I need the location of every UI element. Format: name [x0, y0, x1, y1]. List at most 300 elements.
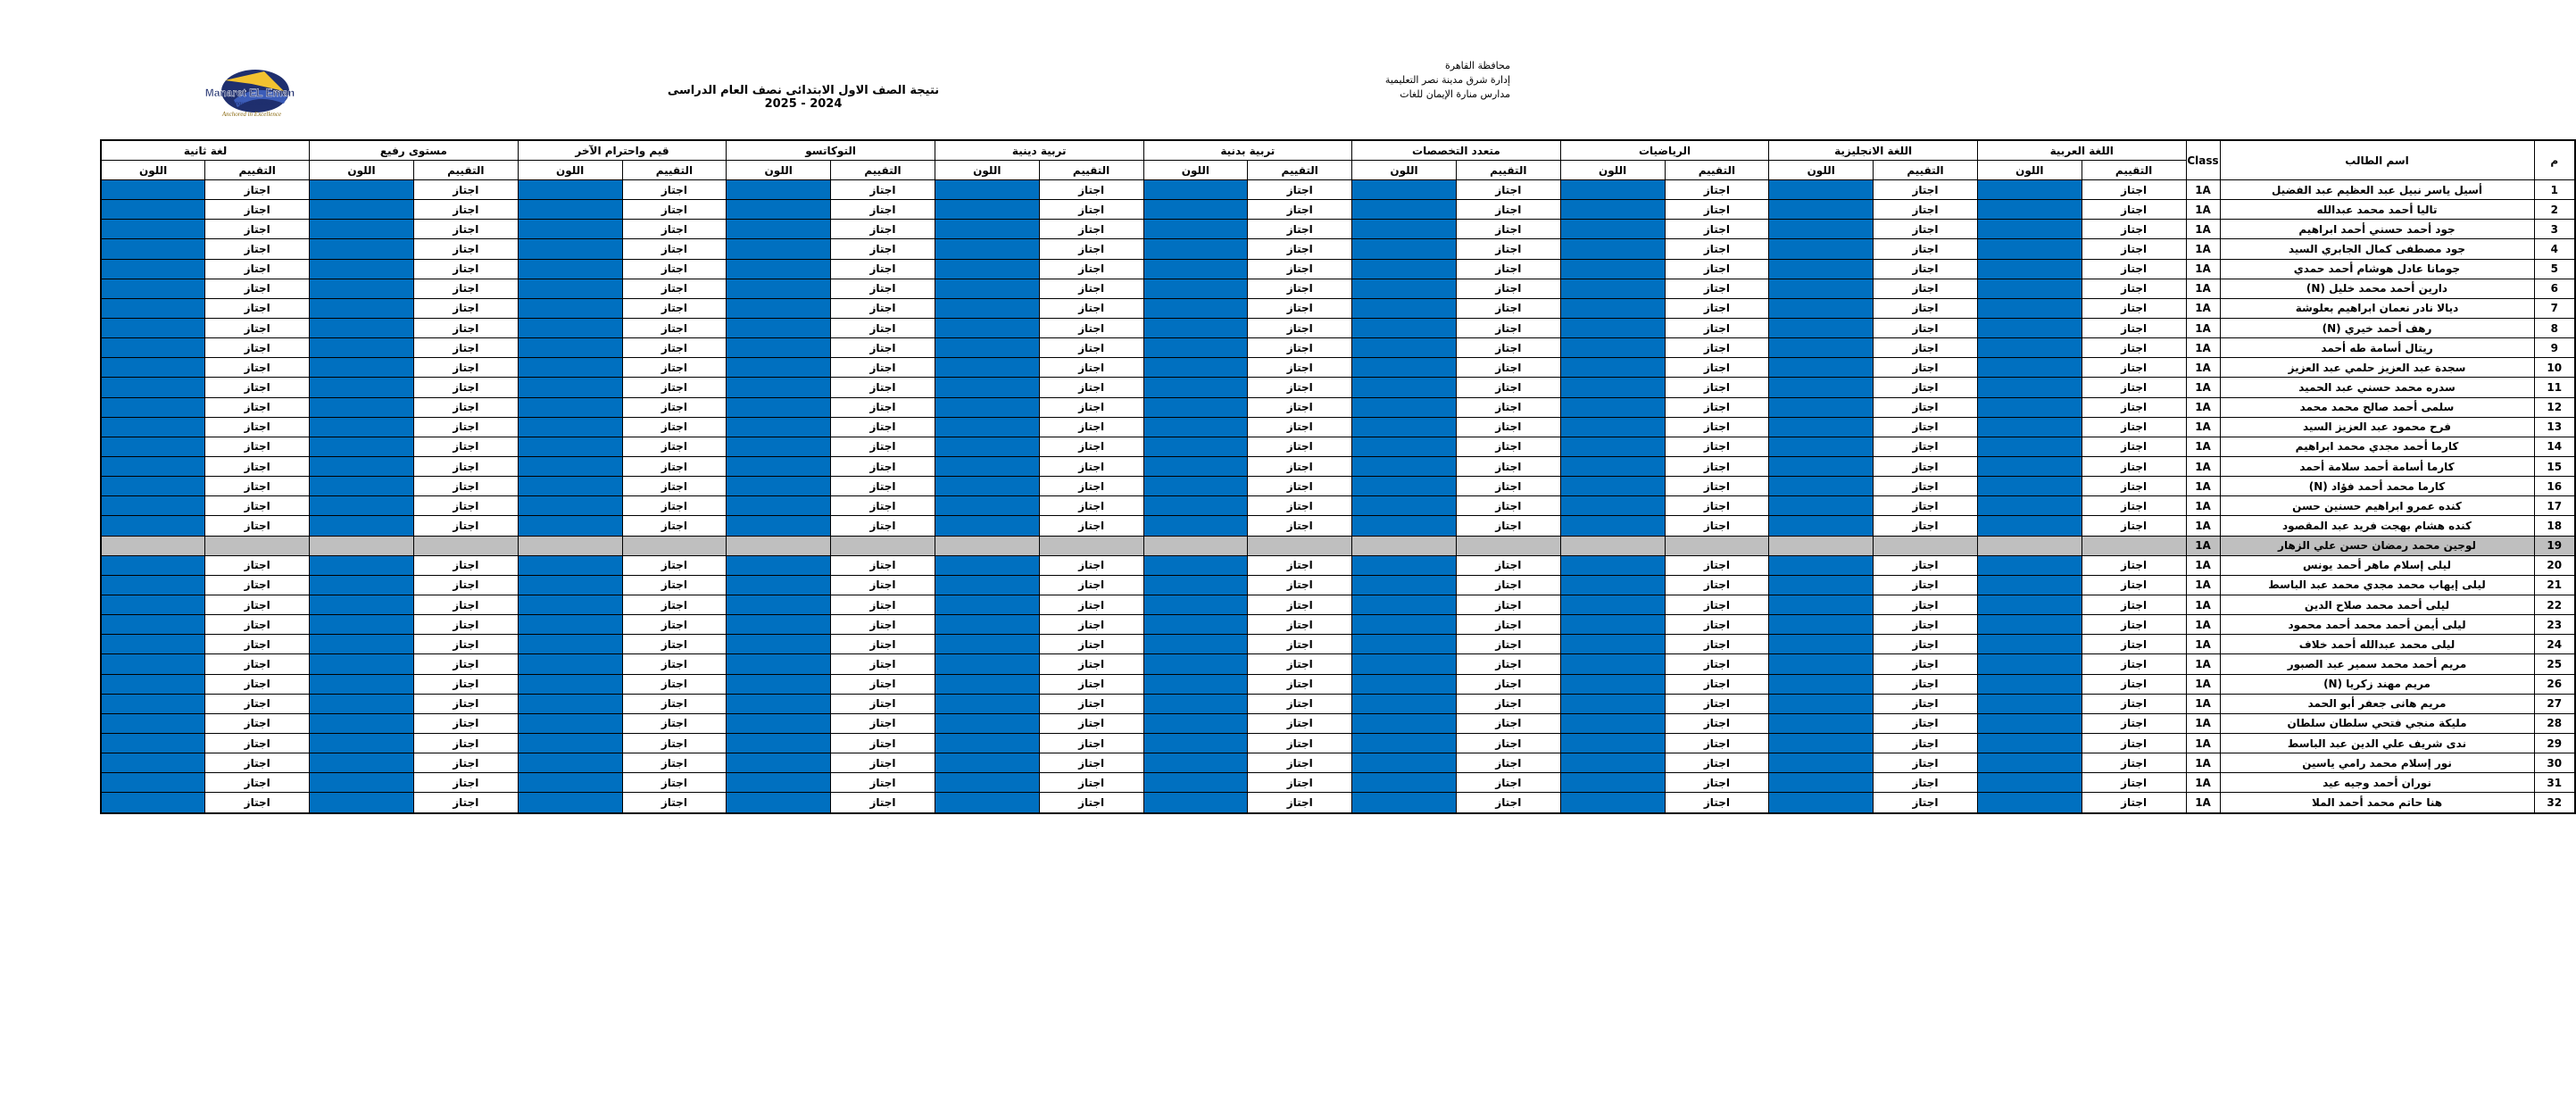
- evaluation-cell: اجتاز: [205, 477, 310, 496]
- color-cell: [518, 793, 622, 813]
- color-cell: [727, 220, 831, 239]
- color-cell: [518, 654, 622, 674]
- evaluation-cell: اجتاز: [622, 239, 727, 259]
- student-row: [101, 338, 2575, 358]
- evaluation-cell: اجتاز: [413, 516, 518, 536]
- color-cell: [1352, 318, 1457, 337]
- color-cell: [1769, 733, 1874, 753]
- evaluation-cell: اجتاز: [1248, 713, 1352, 733]
- evaluation-cell: اجتاز: [1248, 259, 1352, 279]
- color-cell: [1560, 496, 1665, 516]
- evaluation-cell: اجتاز: [1665, 694, 1769, 713]
- color-cell: [727, 793, 831, 813]
- evaluation-cell: اجتاز: [413, 555, 518, 575]
- row-number: 3: [2534, 220, 2575, 239]
- color-cell: [1977, 615, 2082, 635]
- evaluation-subheader: التقييم: [1039, 161, 1143, 180]
- color-cell: [935, 575, 1039, 595]
- color-cell: [1560, 338, 1665, 358]
- evaluation-cell: اجتاز: [413, 239, 518, 259]
- evaluation-cell: اجتاز: [2082, 654, 2186, 674]
- color-cell: [1977, 575, 2082, 595]
- student-name: نوران أحمد وجيه عيد: [2220, 773, 2534, 793]
- evaluation-cell: اجتاز: [831, 733, 935, 753]
- color-cell: [935, 694, 1039, 713]
- evaluation-cell: اجتاز: [413, 713, 518, 733]
- evaluation-cell: اجتاز: [1456, 793, 1560, 813]
- evaluation-cell: اجتاز: [831, 635, 935, 654]
- color-cell: [1769, 635, 1874, 654]
- evaluation-cell: اجتاز: [205, 279, 310, 298]
- color-cell: [935, 397, 1039, 417]
- subject-header: تربية بدنية: [1143, 140, 1352, 161]
- evaluation-subheader: التقييم: [831, 161, 935, 180]
- evaluation-cell: اجتاز: [622, 338, 727, 358]
- color-cell: [1143, 318, 1248, 337]
- color-subheader: اللون: [727, 161, 831, 180]
- color-cell: [1977, 595, 2082, 614]
- evaluation-cell: اجتاز: [205, 259, 310, 279]
- color-cell: [1977, 397, 2082, 417]
- evaluation-cell: اجتاز: [1665, 654, 1769, 674]
- color-cell: [1560, 397, 1665, 417]
- color-cell: [1352, 694, 1457, 713]
- color-cell: [310, 279, 414, 298]
- class-cell: 1A: [2186, 674, 2220, 694]
- evaluation-cell: اجتاز: [1248, 239, 1352, 259]
- color-cell: [518, 595, 622, 614]
- row-number: 32: [2534, 793, 2575, 813]
- class-cell: 1A: [2186, 793, 2220, 813]
- color-cell: [1769, 318, 1874, 337]
- evaluation-cell: اجتاز: [831, 279, 935, 298]
- color-cell: [1352, 674, 1457, 694]
- color-cell: [1143, 654, 1248, 674]
- evaluation-cell: اجتاز: [413, 773, 518, 793]
- evaluation-cell: اجتاز: [205, 654, 310, 674]
- evaluation-cell: اجتاز: [1039, 200, 1143, 220]
- color-cell: [1769, 753, 1874, 773]
- color-cell: [1143, 220, 1248, 239]
- row-number: 12: [2534, 397, 2575, 417]
- color-cell: [1143, 615, 1248, 635]
- class-cell: 1A: [2186, 397, 2220, 417]
- evaluation-cell: اجتاز: [831, 694, 935, 713]
- color-cell: [1769, 417, 1874, 437]
- evaluation-cell: اجتاز: [413, 694, 518, 713]
- evaluation-cell: اجتاز: [622, 298, 727, 318]
- color-cell: [310, 397, 414, 417]
- color-cell: [310, 536, 414, 555]
- evaluation-cell: اجتاز: [205, 298, 310, 318]
- evaluation-cell: اجتاز: [1248, 279, 1352, 298]
- evaluation-cell: اجتاز: [1248, 615, 1352, 635]
- evaluation-cell: اجتاز: [1874, 793, 1978, 813]
- color-cell: [727, 674, 831, 694]
- evaluation-cell: اجتاز: [205, 417, 310, 437]
- evaluation-cell: اجتاز: [2082, 318, 2186, 337]
- evaluation-cell: اجتاز: [622, 713, 727, 733]
- evaluation-cell: اجتاز: [831, 615, 935, 635]
- evaluation-cell: اجتاز: [1665, 259, 1769, 279]
- color-cell: [310, 793, 414, 813]
- color-cell: [1352, 595, 1457, 614]
- color-cell: [1143, 437, 1248, 456]
- color-cell: [1560, 220, 1665, 239]
- row-number: 26: [2534, 674, 2575, 694]
- evaluation-cell: اجتاز: [2082, 635, 2186, 654]
- evaluation-cell: اجتاز: [205, 773, 310, 793]
- color-cell: [1560, 437, 1665, 456]
- evaluation-cell: اجتاز: [2082, 397, 2186, 417]
- student-row: [101, 793, 2575, 813]
- class-cell: 1A: [2186, 753, 2220, 773]
- evaluation-cell: اجتاز: [2082, 298, 2186, 318]
- student-row: [101, 200, 2575, 220]
- color-cell: [1977, 220, 2082, 239]
- evaluation-cell: اجتاز: [2082, 733, 2186, 753]
- evaluation-cell: اجتاز: [1039, 279, 1143, 298]
- color-cell: [1560, 713, 1665, 733]
- evaluation-cell: اجتاز: [1456, 654, 1560, 674]
- evaluation-cell: اجتاز: [2082, 338, 2186, 358]
- color-cell: [1769, 397, 1874, 417]
- student-name: ليلى محمد عبدالله أحمد خلاف: [2220, 635, 2534, 654]
- school-logo: [198, 64, 302, 123]
- evaluation-cell: اجتاز: [622, 516, 727, 536]
- evaluation-cell: اجتاز: [831, 496, 935, 516]
- class-cell: 1A: [2186, 713, 2220, 733]
- student-name: فرح محمود عبد العزيز السيد: [2220, 417, 2534, 437]
- evaluation-cell: اجتاز: [1248, 635, 1352, 654]
- evaluation-cell: اجتاز: [1456, 773, 1560, 793]
- color-cell: [1769, 456, 1874, 476]
- color-cell: [310, 674, 414, 694]
- row-number: 14: [2534, 437, 2575, 456]
- row-number: 22: [2534, 595, 2575, 614]
- color-cell: [1977, 713, 2082, 733]
- class-cell: 1A: [2186, 516, 2220, 536]
- student-row: [101, 575, 2575, 595]
- evaluation-cell: اجتاز: [1665, 378, 1769, 397]
- evaluation-cell: اجتاز: [1039, 555, 1143, 575]
- student-row: [101, 733, 2575, 753]
- evaluation-cell: اجتاز: [2082, 575, 2186, 595]
- evaluation-cell: اجتاز: [1248, 417, 1352, 437]
- evaluation-cell: اجتاز: [1248, 733, 1352, 753]
- color-cell: [727, 180, 831, 200]
- color-cell: [518, 496, 622, 516]
- evaluation-cell: اجتاز: [1456, 694, 1560, 713]
- student-name: سدره محمد حسني عبد الحميد: [2220, 378, 2534, 397]
- color-cell: [1977, 733, 2082, 753]
- class-cell: 1A: [2186, 654, 2220, 674]
- color-cell: [310, 694, 414, 713]
- color-cell: [1143, 417, 1248, 437]
- color-cell: [1560, 239, 1665, 259]
- evaluation-cell: [1874, 536, 1978, 555]
- row-number: 27: [2534, 694, 2575, 713]
- color-cell: [727, 259, 831, 279]
- color-cell: [1143, 595, 1248, 614]
- evaluation-cell: اجتاز: [205, 733, 310, 753]
- evaluation-cell: اجتاز: [1039, 733, 1143, 753]
- results-table: [100, 139, 2576, 814]
- row-number: 29: [2534, 733, 2575, 753]
- color-cell: [1560, 595, 1665, 614]
- evaluation-cell: اجتاز: [831, 338, 935, 358]
- evaluation-cell: اجتاز: [1039, 318, 1143, 337]
- color-cell: [1977, 358, 2082, 378]
- student-name: ريتال أسامة طه أحمد: [2220, 338, 2534, 358]
- evaluation-cell: اجتاز: [413, 437, 518, 456]
- student-row: [101, 496, 2575, 516]
- color-subheader: اللون: [935, 161, 1039, 180]
- color-cell: [935, 417, 1039, 437]
- color-cell: [1769, 575, 1874, 595]
- color-cell: [727, 555, 831, 575]
- class-cell: 1A: [2186, 318, 2220, 337]
- color-cell: [1352, 516, 1457, 536]
- evaluation-cell: اجتاز: [2082, 220, 2186, 239]
- evaluation-cell: [1665, 536, 1769, 555]
- evaluation-cell: [205, 536, 310, 555]
- color-cell: [310, 733, 414, 753]
- evaluation-cell: اجتاز: [1665, 318, 1769, 337]
- evaluation-cell: اجتاز: [1248, 358, 1352, 378]
- color-cell: [1977, 516, 2082, 536]
- color-cell: [935, 200, 1039, 220]
- color-cell: [101, 793, 205, 813]
- evaluation-cell: اجتاز: [1039, 793, 1143, 813]
- color-cell: [1143, 298, 1248, 318]
- evaluation-cell: اجتاز: [1248, 220, 1352, 239]
- evaluation-cell: اجتاز: [1456, 516, 1560, 536]
- row-number: 18: [2534, 516, 2575, 536]
- subject-header: اللغة الانجليزية: [1769, 140, 1978, 161]
- color-cell: [1352, 200, 1457, 220]
- student-name: هنا حاتم محمد أحمد الملا: [2220, 793, 2534, 813]
- evaluation-cell: اجتاز: [831, 378, 935, 397]
- color-cell: [518, 635, 622, 654]
- evaluation-cell: اجتاز: [1665, 397, 1769, 417]
- color-cell: [727, 338, 831, 358]
- student-row: [101, 615, 2575, 635]
- color-cell: [310, 595, 414, 614]
- color-cell: [518, 753, 622, 773]
- color-cell: [518, 674, 622, 694]
- color-cell: [1352, 358, 1457, 378]
- color-cell: [935, 793, 1039, 813]
- color-cell: [310, 220, 414, 239]
- evaluation-cell: اجتاز: [413, 358, 518, 378]
- evaluation-cell: اجتاز: [831, 298, 935, 318]
- color-cell: [727, 753, 831, 773]
- class-cell: 1A: [2186, 536, 2220, 555]
- color-cell: [1977, 437, 2082, 456]
- color-cell: [1769, 654, 1874, 674]
- class-cell: 1A: [2186, 595, 2220, 614]
- color-cell: [518, 773, 622, 793]
- color-cell: [935, 338, 1039, 358]
- color-cell: [1977, 477, 2082, 496]
- color-cell: [310, 259, 414, 279]
- color-cell: [518, 733, 622, 753]
- color-cell: [310, 635, 414, 654]
- color-cell: [935, 318, 1039, 337]
- color-cell: [101, 239, 205, 259]
- color-cell: [935, 180, 1039, 200]
- evaluation-cell: اجتاز: [2082, 773, 2186, 793]
- evaluation-cell: اجتاز: [413, 220, 518, 239]
- color-cell: [1560, 555, 1665, 575]
- evaluation-cell: اجتاز: [2082, 555, 2186, 575]
- color-cell: [310, 239, 414, 259]
- evaluation-cell: اجتاز: [1456, 358, 1560, 378]
- color-cell: [1560, 654, 1665, 674]
- evaluation-cell: اجتاز: [1248, 555, 1352, 575]
- color-cell: [935, 516, 1039, 536]
- evaluation-cell: اجتاز: [2082, 516, 2186, 536]
- color-cell: [1352, 378, 1457, 397]
- student-name: ليلى إسلام ماهر أحمد يونس: [2220, 555, 2534, 575]
- color-cell: [101, 635, 205, 654]
- color-cell: [1769, 298, 1874, 318]
- color-cell: [1977, 536, 2082, 555]
- color-cell: [1143, 259, 1248, 279]
- evaluation-cell: اجتاز: [205, 378, 310, 397]
- row-number: 6: [2534, 279, 2575, 298]
- evaluation-cell: اجتاز: [1665, 180, 1769, 200]
- color-cell: [518, 575, 622, 595]
- class-cell: 1A: [2186, 279, 2220, 298]
- evaluation-cell: اجتاز: [1874, 516, 1978, 536]
- color-cell: [518, 378, 622, 397]
- evaluation-cell: اجتاز: [1874, 378, 1978, 397]
- evaluation-cell: اجتاز: [1039, 378, 1143, 397]
- color-cell: [935, 555, 1039, 575]
- color-cell: [310, 753, 414, 773]
- administration-line: إدارة شرق مدينة نصر التعليمية: [1384, 74, 1510, 86]
- color-cell: [1352, 259, 1457, 279]
- color-cell: [1560, 773, 1665, 793]
- evaluation-cell: اجتاز: [1039, 615, 1143, 635]
- evaluation-cell: اجتاز: [622, 733, 727, 753]
- color-cell: [1560, 793, 1665, 813]
- evaluation-cell: اجتاز: [2082, 615, 2186, 635]
- class-cell: 1A: [2186, 417, 2220, 437]
- evaluation-cell: اجتاز: [205, 753, 310, 773]
- evaluation-cell: اجتاز: [1039, 417, 1143, 437]
- color-cell: [1143, 793, 1248, 813]
- color-cell: [1352, 793, 1457, 813]
- row-number: 16: [2534, 477, 2575, 496]
- row-number: 25: [2534, 654, 2575, 674]
- class-cell: 1A: [2186, 635, 2220, 654]
- evaluation-cell: اجتاز: [1248, 456, 1352, 476]
- student-row: [101, 397, 2575, 417]
- evaluation-cell: اجتاز: [413, 378, 518, 397]
- student-name: نور إسلام محمد رامي ياسين: [2220, 753, 2534, 773]
- evaluation-cell: اجتاز: [1248, 773, 1352, 793]
- evaluation-cell: اجتاز: [2082, 753, 2186, 773]
- evaluation-cell: اجتاز: [1248, 378, 1352, 397]
- row-number: 30: [2534, 753, 2575, 773]
- row-number: 2: [2534, 200, 2575, 220]
- evaluation-cell: اجتاز: [1874, 180, 1978, 200]
- evaluation-cell: اجتاز: [1665, 733, 1769, 753]
- subject-header: متعدد التخصصات: [1352, 140, 1561, 161]
- color-cell: [310, 338, 414, 358]
- color-cell: [1352, 220, 1457, 239]
- color-cell: [1352, 615, 1457, 635]
- color-cell: [518, 694, 622, 713]
- student-row: [101, 555, 2575, 575]
- row-number: 15: [2534, 456, 2575, 476]
- color-cell: [518, 477, 622, 496]
- color-cell: [101, 753, 205, 773]
- header-row-subjects: [101, 140, 2575, 161]
- student-name: ليلى أحمد محمد صلاح الدين: [2220, 595, 2534, 614]
- color-cell: [727, 713, 831, 733]
- class-cell: 1A: [2186, 259, 2220, 279]
- color-cell: [727, 496, 831, 516]
- color-cell: [518, 456, 622, 476]
- color-cell: [727, 694, 831, 713]
- student-name: رهف أحمد خيري (N): [2220, 318, 2534, 337]
- evaluation-cell: اجتاز: [413, 279, 518, 298]
- color-cell: [1352, 239, 1457, 259]
- evaluation-cell: اجتاز: [831, 397, 935, 417]
- evaluation-cell: اجتاز: [413, 793, 518, 813]
- student-row: [101, 773, 2575, 793]
- evaluation-cell: اجتاز: [1456, 477, 1560, 496]
- row-number: 4: [2534, 239, 2575, 259]
- color-cell: [1560, 378, 1665, 397]
- col-number-header: م: [2534, 140, 2575, 180]
- color-cell: [101, 536, 205, 555]
- evaluation-cell: اجتاز: [1456, 753, 1560, 773]
- evaluation-cell: اجتاز: [1456, 239, 1560, 259]
- color-cell: [310, 417, 414, 437]
- color-cell: [1143, 516, 1248, 536]
- color-cell: [518, 713, 622, 733]
- student-name: جود أحمد حسني أحمد ابراهيم: [2220, 220, 2534, 239]
- color-cell: [101, 378, 205, 397]
- class-cell: 1A: [2186, 239, 2220, 259]
- evaluation-cell: اجتاز: [622, 378, 727, 397]
- color-cell: [101, 437, 205, 456]
- color-cell: [518, 358, 622, 378]
- color-subheader: اللون: [1143, 161, 1248, 180]
- evaluation-cell: اجتاز: [1665, 477, 1769, 496]
- evaluation-cell: اجتاز: [1665, 595, 1769, 614]
- color-cell: [1977, 694, 2082, 713]
- evaluation-cell: اجتاز: [1874, 713, 1978, 733]
- color-cell: [1143, 555, 1248, 575]
- color-cell: [1560, 456, 1665, 476]
- class-cell: 1A: [2186, 773, 2220, 793]
- evaluation-cell: اجتاز: [1874, 575, 1978, 595]
- color-cell: [1977, 793, 2082, 813]
- evaluation-cell: اجتاز: [1039, 358, 1143, 378]
- color-cell: [310, 654, 414, 674]
- color-cell: [1769, 180, 1874, 200]
- color-subheader: اللون: [518, 161, 622, 180]
- evaluation-cell: اجتاز: [1039, 595, 1143, 614]
- color-cell: [727, 595, 831, 614]
- evaluation-cell: اجتاز: [831, 417, 935, 437]
